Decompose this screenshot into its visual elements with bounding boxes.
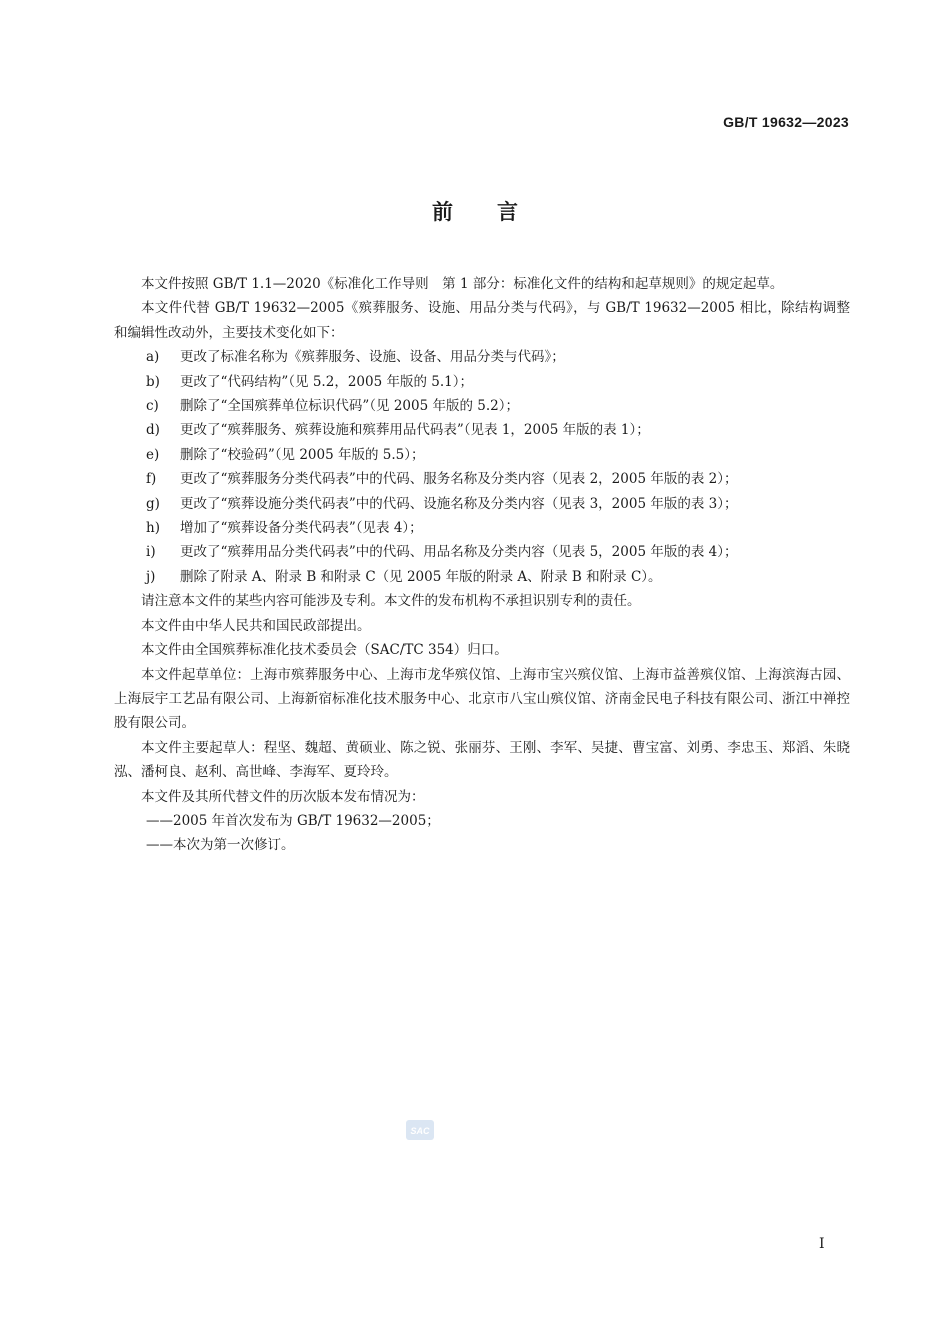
proposer-paragraph: 本文件由中华人民共和国民政部提出。: [141, 617, 371, 634]
list-item-text: 更改了“殡葬设施分类代码表”中的代码、设施名称及分类内容（见表 3，2005 年版的表 3）；: [180, 495, 738, 512]
list-item: [114, 516, 850, 540]
list-item: [114, 565, 850, 589]
list-item-text: 更改了“殡葬服务分类代码表”中的代码、服务名称及分类内容（见表 2，2005 年版的表 2）；: [180, 471, 738, 488]
list-item: [114, 394, 850, 418]
list-marker: h): [146, 520, 160, 537]
list-item-text: 删除了附录 A、附录 B 和附录 C（见 2005 年版的附录 A、附录 B 和附录 C）。: [180, 568, 662, 585]
patent-notice: 请注意本文件的某些内容可能涉及专利。本文件的发布机构不承担识别专利的责任。: [141, 593, 641, 610]
list-item-text: 更改了“殡葬用品分类代码表”中的代码、用品名称及分类内容（见表 5，2005 年版的表 4）；: [180, 544, 738, 561]
sac-watermark-icon: [406, 1120, 434, 1140]
list-marker: d): [146, 422, 160, 439]
standard-code: GB/T 19632—2023: [723, 114, 849, 130]
list-item: [114, 540, 850, 564]
history-item-2: ——本次为第一次修订。: [146, 837, 295, 854]
page-title: 前言: [432, 200, 562, 224]
page-number: I: [819, 1236, 825, 1252]
list-marker: i): [146, 544, 156, 561]
list-item: [114, 443, 850, 467]
history-intro-paragraph: 本文件及其所代替文件的历次版本发布情况为：: [141, 788, 425, 805]
list-item: [114, 467, 850, 491]
history-item-1: ——2005 年首次发布为 GB/T 19632—2005；: [146, 812, 440, 829]
list-item: [114, 345, 850, 369]
drafting-units-paragraph: 本文件起草单位：上海市殡葬服务中心、上海市龙华殡仪馆、上海市宝兴殡仪馆、上海市益善殡仪馆、上海滨海古园、上海辰宇工艺品有限公司、上海新宿标准化技术服务中心、北京市八宝山殡仪馆、济南金民电子科技有限公司、浙江中禅控股有限公司。: [114, 666, 850, 732]
list-marker: j): [146, 568, 156, 585]
list-item-text: 更改了标准名称为《殡葬服务、设施、设备、用品分类与代码》；: [180, 349, 565, 366]
intro-paragraph-2: 本文件代替 GB/T 19632—2005《殡葬服务、设施、用品分类与代码》，与 GB/T 19632—2005 相比，除结构调整和编辑性改动外，主要技术变化如下：: [114, 300, 850, 341]
list-marker: b): [146, 373, 160, 390]
changes-list: [114, 345, 850, 589]
list-marker: a): [146, 349, 160, 366]
list-item-text: 增加了“殡葬设备分类代码表”（见表 4）；: [180, 520, 423, 537]
drafters-paragraph: 本文件主要起草人：程坚、魏超、黄硕业、陈之锐、张丽芬、王刚、李军、吴捷、曹宝富、刘勇、李忠玉、郑滔、朱晓泓、潘柯良、赵利、高世峰、李海军、夏玲玲。: [114, 739, 850, 781]
list-marker: g): [146, 495, 160, 512]
list-marker: e): [146, 446, 160, 463]
list-item: [114, 492, 850, 516]
watermark-text: SAC: [410, 1126, 430, 1136]
document-body: [114, 272, 850, 858]
list-item-text: 删除了“校验码”（见 2005 年版的 5.5）；: [180, 446, 425, 463]
list-item-text: 更改了“殡葬服务、殡葬设施和殡葬用品代码表”（见表 1，2005 年版的表 1）；: [180, 422, 650, 439]
list-item: [114, 418, 850, 442]
list-item: [114, 370, 850, 394]
committee-paragraph: 本文件由全国殡葬标准化技术委员会（SAC/TC 354）归口。: [141, 642, 508, 659]
list-marker: c): [146, 398, 159, 415]
intro-paragraph-1: 本文件按照 GB/T 1.1—2020《标准化工作导则 第 1 部分：标准化文件的结构和起草规则》的规定起草。: [141, 276, 784, 292]
list-marker: f): [146, 471, 157, 488]
list-item-text: 更改了“代码结构”（见 5.2，2005 年版的 5.1）；: [180, 373, 473, 390]
list-item-text: 删除了“全国殡葬单位标识代码”（见 2005 年版的 5.2）；: [180, 398, 520, 415]
